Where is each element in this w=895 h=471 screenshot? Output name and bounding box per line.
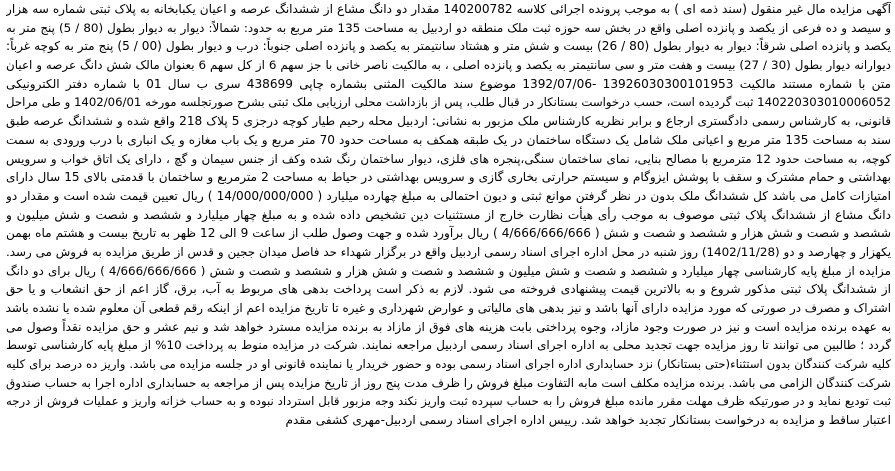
notice-text-line: یکهزار و چهارصد و دو (1402/11/28) روز شنبه در محل اداره اجرای اسناد رسمی اردبیل واقع در برگزار شهداء حد فاصل میدان ججین و قدس از طریق مزایده به فروش می رسد. (6, 244, 891, 259)
notice-text-line: و سیصد و ده فرعی از یکصد و پانزده اصلی واقع در بخش سه حوزه ثبت ملک منطقه دو اردبیل به مساحت 135 متر مربع به حدود: شمالاً: دیوار به دیوار بطول (80 / 5) پنج متر به (6, 20, 891, 35)
notice-text-line: از ششدانگ پلاک ثبتی مذکور شروع و به بالاترین قیمت پیشنهادی فروخته می شود. لازم به ذکر است پرداخت بدهی های مربوط به آب، برق، گاز اعم از حق انشعاب و یا حق (6, 282, 891, 297)
notice-text-line: به عهده برنده مزایده است و نیز در صورت وجود مازاد، وجوه پرداختی بابت هزینه های فوق از مازاد به برنده مزایده مسترد خواهد شد و نیم عشر و حق مزایده نقداً وصول می (6, 319, 891, 334)
notice-text-line: گردد ؛ طالبین می توانند تا روز مزایده جهت تجدید محلی به اداره اجرای اسناد رسمی اردبیل مراجعه نمایند. شرکت در مزایده منوط به پرداخت 10% از مبلغ پایه کارشناسی توسط (6, 338, 891, 353)
notice-text-line: کلیه شرکت کنندگان بدون استثناء(حتی بستانکار) نزد حسابداری اداره اجرای اسناد رسمی بوده و حضور خریدار یا نماینده قانونی او در جلسه مزایده می باشد. واریز ده درصد برای کلیه (6, 357, 891, 372)
notice-text-line: سند به مساحت 135 متر مربع و اعیانی ملک شامل یک دستگاه ساختمان در یک طبقه همکف به مساحت حدود 70 متر مربع و یک باب مغازه و یک انباری با درب ورودی به سمت (6, 132, 891, 147)
notice-text-line: دانگ مشاع از ششدانگ پلاک ثبتی موصوف به موجب رأی هیأت نظارت خارج از مستثنیات دین تشخیص داده شده و به مبلغ چهار میلیارد و ششصد و شصت و شش میلیون و (6, 207, 891, 222)
notice-text-line: کوچه، به مساحت حدود 12 مترمربع با مصالح بنایی، نمای ساختمان سنگی،پنجره های فلزی، دیوار ساختمان رنگ شده وکف از جنس سیمان و گچ ، دارای یک اتاق خواب و سرویس (6, 151, 891, 166)
notice-text-line: قانونی، به کارشناس رسمی دادگستری ارجاع و برابر نظریه کارشناس ملک مزبور به نشانی: اردبیل محله رحیم طیار کوچه درجزی 5 پلاک 218 واقع شده و ششدانگ عرصه طبق (6, 114, 891, 129)
notice-text-line: امتیازات کامل می باشد کل ششدانگ ملک بدون در نظر گرفتن موانع ثبتی و دیون احتمالی به مبلغ چهارده میلیارد ( 14/000/000/000 ) ریال تعیین قیمت شده است و مقدار دو (6, 188, 891, 203)
notice-text-line: ثبت تودیع نماید و در صورتیکه ظرف مهلت مقرر مانده مبلغ فروش را به حساب سپرده ثبت واریز نکند وجه مزبور قابل استرداد نبوده و به حساب خزانه واریز و عملیات فروش از درجه (6, 394, 891, 409)
notice-text-line: شرکت کنندگان الزامی می باشد. برنده مزایده مکلف است مابه التفاوت مبلغ فروش را ظرف مدت پنج روز از تاریخ مزایده پس از مراجعه به حسابداری اداره اجرا به حساب صندوق (6, 375, 891, 390)
notice-text-line: اشتراک و مصرف در صورتی که مورد مزایده دارای آنها باشد و نیز بدهی های مالیاتی و عوارض شهرداری و غیره تا تاریخ مزایده اعم از اینکه رقم قطعی آن معلوم شده یا نشده باشد (6, 301, 891, 315)
notice-text-line: آگهی مزایده مال غیر منقول (سند ذمه ای ) به موجب پرونده اجرائی کلاسه 140200782 مقدار دو دانگ مشاع از ششدانگ عرصه و اعیان یکبابخانه به پلاک ثبتی شماره سه هزار (6, 2, 891, 16)
notice-signature-line: اعتبار ساقط و مزایده به درخواست بستانکار تجدید خواهد شد. رییس اداره اجرای اسناد رسمی اردبیل-مهری کشفی مقدم (285, 413, 891, 428)
notice-text-line: دیوارانه دیوار بطول (30 / 27) بیست و هفت متر و سی سانتیمتر به یکصد و پانزده اصلی ، به مالکیت ناصر خانی با جز سهم 6 از کل سهم 6 بعنوان مالک شش دانگ عرصه و اعیان (6, 58, 891, 73)
notice-text-line: بهداشتی و حمام مشترک و سقف با پوشش ایزوگام و سیستم حرارتی بخاری گازی و سرویس بهداشتی در حیاط به مساحت 2 مترمربع و ساختمان با قدمتی بالای 15 سال دارای (6, 170, 891, 185)
notice-text-line: یکصد و پانزده اصلی شرقاً: دیوار به دیوار بطول (80 / 26) بیست و شش متر و هشتاد سانتیمتر به یکصد و پانزده اصلی جنوباً: درب و دیوار بطول (00 / 5) پنج متر به کوچه غرباً: (6, 39, 891, 54)
notice-text-line: ششصد و شصت و شش هزار و ششصد و شصت و شش ( 4/666/666/666 ) ریال برآورد شده و جهت وصول طلب از ساعت 9 الی 12 ظهر به تاریخ بیست و هشتم ماه بهمن (6, 226, 891, 241)
notice-text-line: متن با شماره مستند مالکیت 13926030300101953 -1392/07/06 موضوع سند مالکیت المثنی بشماره چاپی 438699 سری ب سال 01 با شماره دفتر الکترونیکی (6, 76, 891, 91)
notice-text-line: مزایده از مبلغ پایه کارشناسی چهار میلیارد و ششصد و شصت و شش میلیون و ششصد و شصت و شش هزار و ششصد و شصت و شش ( 4/666/666/666 ) ریال برای دو دانگ (6, 263, 891, 278)
notice-text-line: 140220303010006052 ثبت گردیده است، حسب درخواست بستانکار در قبال طلب، پس از بازداشت محلی ارزیابی ملک ثبتی بشرح صورتجلسه مورخه 1402/06/01 و طی مراحل (6, 95, 891, 110)
